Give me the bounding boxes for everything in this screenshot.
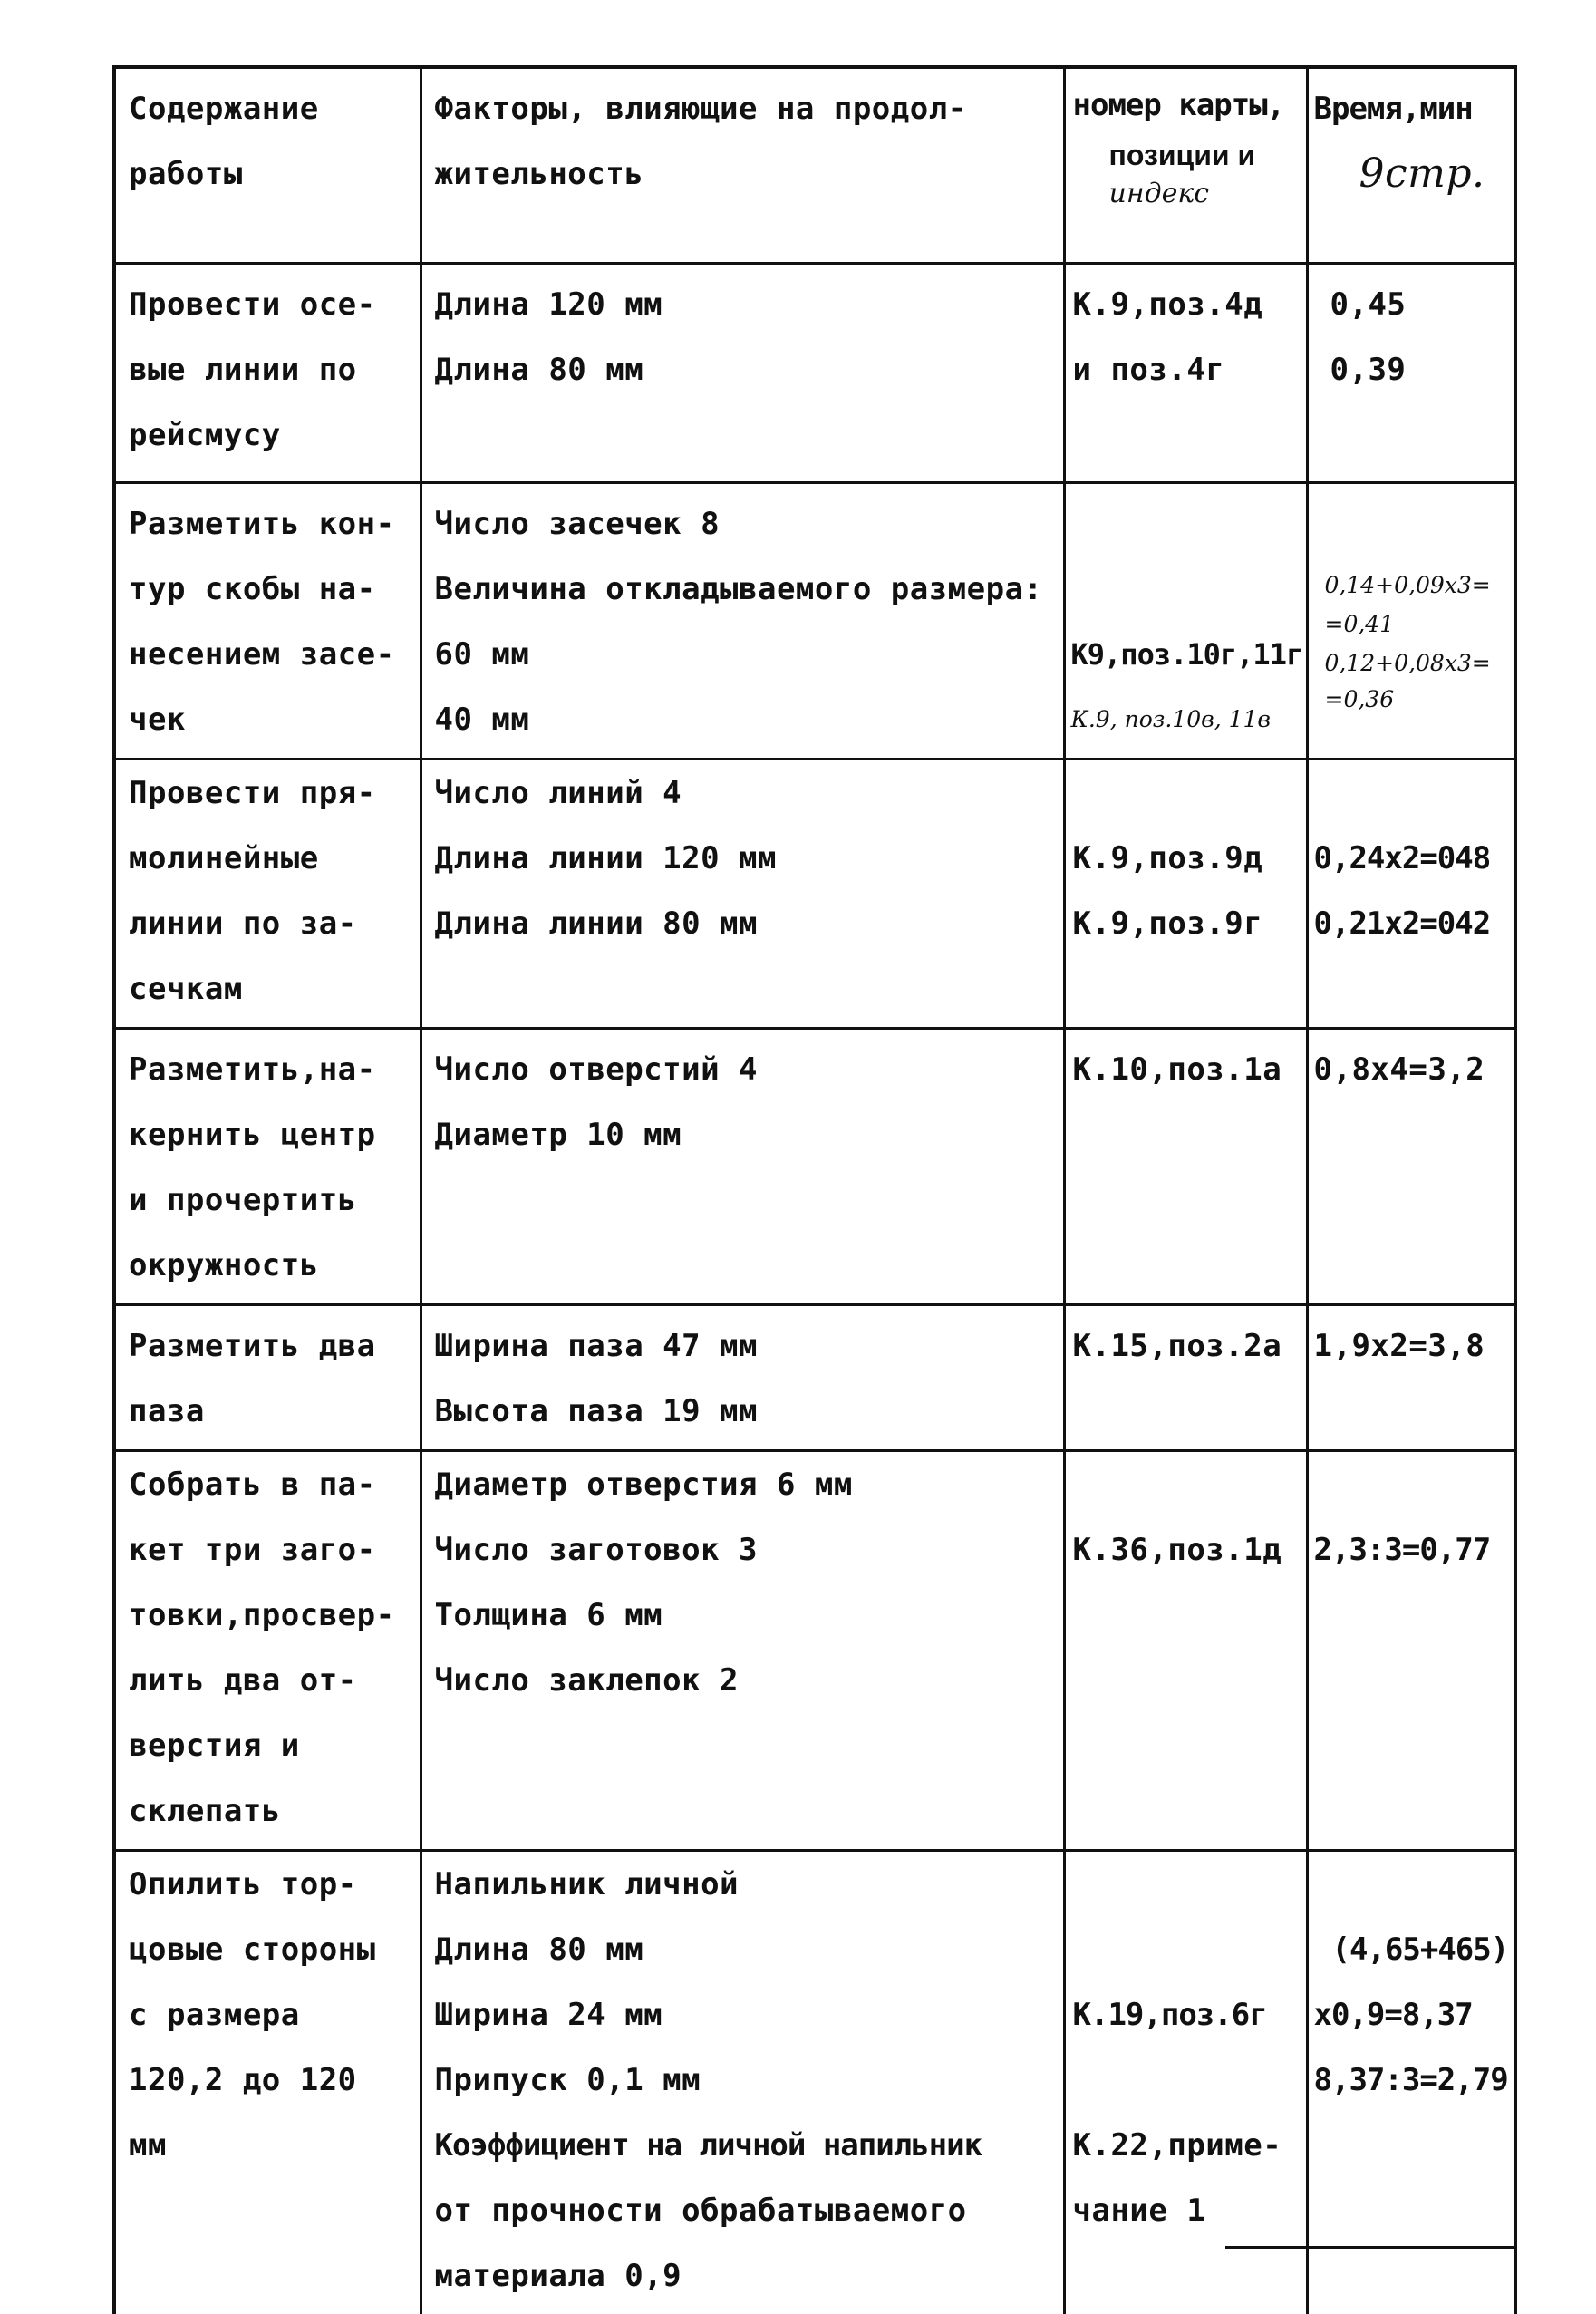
work-text: паза bbox=[129, 1392, 205, 1429]
work-text: линии по за- bbox=[129, 905, 357, 942]
time-text: (4,65+465) bbox=[1331, 1931, 1509, 1968]
header-handwritten-text: индекс bbox=[1108, 178, 1210, 209]
factor-text: Величина откладываемого размера: bbox=[434, 570, 1043, 607]
time-handwritten-text: =0,36 bbox=[1324, 685, 1395, 712]
work-text: молинейные bbox=[129, 839, 319, 876]
card-text: К.9,поз.9г bbox=[1072, 905, 1263, 942]
factor-text: Диаметр отверстия 6 мм bbox=[434, 1466, 853, 1503]
factor-text: 40 мм bbox=[434, 701, 530, 738]
factor-text: Число заклепок 2 bbox=[434, 1661, 740, 1699]
work-text: Провести пря- bbox=[129, 774, 376, 811]
work-text: Провести осе- bbox=[129, 286, 376, 323]
factor-text: Число заготовок 3 bbox=[434, 1531, 758, 1568]
table-header-row bbox=[114, 67, 1515, 263]
card-text bbox=[1071, 491, 1297, 557]
work-text: Разметить кон- bbox=[129, 505, 395, 542]
card-text bbox=[1071, 557, 1297, 622]
factor-text: Число отверстий 4 bbox=[434, 1050, 758, 1088]
card-handwritten-text: К.9, поз.10в, 11в bbox=[1070, 705, 1271, 732]
time-text: 0,21х2=042 bbox=[1313, 905, 1491, 942]
header-text: жительность bbox=[434, 156, 644, 192]
card-text: К9,поз.10г,11г bbox=[1070, 636, 1303, 672]
time-handwritten-text: 0,12+0,08х3= bbox=[1324, 649, 1491, 676]
work-text: с размера bbox=[129, 1996, 300, 2033]
card-text: К.10,поз.1а bbox=[1072, 1050, 1282, 1088]
work-text: вые линии по bbox=[129, 351, 357, 388]
work-text: склепать bbox=[129, 1792, 281, 1829]
work-text: и прочертить bbox=[129, 1181, 357, 1218]
time-text: 1,9х2=3,8 bbox=[1313, 1327, 1485, 1364]
work-text: лить два от- bbox=[129, 1661, 357, 1699]
factor-text: Число линий 4 bbox=[434, 774, 682, 811]
work-text: товки,просвер- bbox=[129, 1596, 395, 1633]
work-text: Опилить тор- bbox=[129, 1865, 357, 1903]
norms-table bbox=[112, 65, 1517, 2314]
factor-text: материала 0,9 bbox=[434, 2257, 682, 2294]
card-text bbox=[1073, 1917, 1297, 1982]
work-text: цовые стороны bbox=[129, 1931, 376, 1968]
header-card bbox=[1064, 67, 1307, 263]
time-text: 2,3:3=0,77 bbox=[1313, 1531, 1491, 1568]
card-text: К.9,поз.9д bbox=[1072, 839, 1263, 876]
work-text: сечкам bbox=[129, 970, 243, 1007]
header-time bbox=[1307, 67, 1515, 263]
header-text: Факторы, влияющие на продол- bbox=[434, 91, 967, 127]
header-handwritten-page: 9стр. bbox=[1359, 150, 1485, 197]
header-work bbox=[114, 67, 421, 263]
header-text: работы bbox=[129, 156, 243, 192]
card-text: К.15,поз.2а bbox=[1072, 1327, 1282, 1364]
factor-text: Припуск 0,1 мм bbox=[434, 2061, 701, 2098]
time-text: 0,24х2=048 bbox=[1313, 839, 1491, 876]
time-text bbox=[1314, 1452, 1505, 1517]
table-row bbox=[114, 1450, 1515, 1850]
header-text: позиции и bbox=[1108, 139, 1256, 171]
bottom-rule bbox=[1225, 2246, 1515, 2249]
factor-text: Высота паза 19 мм bbox=[434, 1392, 758, 1429]
time-text: 0,8х4=3,2 bbox=[1313, 1050, 1485, 1088]
work-text: тур скобы на- bbox=[129, 570, 376, 607]
time-handwritten-text: =0,41 bbox=[1324, 610, 1395, 637]
factor-text: Толщина 6 мм bbox=[434, 1596, 663, 1633]
table-row bbox=[114, 759, 1515, 1028]
factor-text: от прочности обрабатываемого bbox=[434, 2192, 967, 2229]
card-text: К.36,поз.1д bbox=[1072, 1531, 1282, 1568]
factor-text: Длина 120 мм bbox=[434, 286, 663, 323]
factor-text: Длина линии 80 мм bbox=[434, 905, 758, 942]
work-text: Разметить два bbox=[129, 1327, 376, 1364]
card-text: и поз.4г bbox=[1072, 351, 1225, 388]
factor-text: Коэффициент на личной напильник bbox=[434, 2126, 982, 2164]
card-text bbox=[1073, 1852, 1297, 1917]
time-text bbox=[1314, 760, 1505, 826]
card-text: К.19,поз.6г bbox=[1072, 1996, 1267, 2033]
factor-text: Длина 80 мм bbox=[434, 351, 644, 388]
factor-text: Длина 80 мм bbox=[434, 1931, 644, 1968]
header-text: номер карты, bbox=[1072, 87, 1285, 123]
work-text: рейсмусу bbox=[129, 416, 281, 453]
header-text: Время,мин bbox=[1313, 91, 1473, 127]
time-text: 8,37:3=2,79 bbox=[1313, 2061, 1508, 2098]
factor-text: Ширина 24 мм bbox=[434, 1996, 663, 2033]
time-handwritten-text: 0,14+0,09х3= bbox=[1324, 571, 1491, 598]
work-text: чек bbox=[129, 701, 186, 738]
work-text: окружность bbox=[129, 1246, 319, 1283]
header-factors bbox=[421, 67, 1064, 263]
table-row bbox=[114, 1028, 1515, 1304]
work-text: кернить центр bbox=[129, 1116, 376, 1153]
work-text: Собрать в па- bbox=[129, 1466, 376, 1503]
factor-text: Длина линии 120 мм bbox=[434, 839, 777, 876]
work-text: кет три заго- bbox=[129, 1531, 376, 1568]
table-row bbox=[114, 263, 1515, 482]
factor-text: Диаметр 10 мм bbox=[434, 1116, 682, 1153]
time-text: х0,9=8,37 bbox=[1313, 1996, 1473, 2033]
header-text: Содержание bbox=[129, 91, 319, 127]
card-text: К.9,поз.4д bbox=[1072, 286, 1263, 323]
work-text: мм bbox=[129, 2126, 167, 2164]
time-text: 0,45 bbox=[1330, 286, 1407, 323]
card-text bbox=[1073, 2048, 1297, 2113]
factor-text: Число засечек 8 bbox=[434, 505, 721, 542]
card-text bbox=[1073, 1452, 1297, 1517]
work-text: 120,2 до 120 bbox=[129, 2061, 357, 2098]
table-row bbox=[114, 1304, 1515, 1450]
work-text: несением засе- bbox=[129, 635, 395, 673]
time-text bbox=[1314, 1852, 1505, 1917]
factor-text: Ширина паза 47 мм bbox=[434, 1327, 758, 1364]
card-text: чание 1 bbox=[1072, 2192, 1206, 2229]
table-row bbox=[114, 1850, 1515, 2314]
work-text: Разметить,на- bbox=[129, 1050, 376, 1088]
table-row bbox=[114, 482, 1515, 759]
work-text: верстия и bbox=[129, 1727, 300, 1764]
card-text: К.22,приме- bbox=[1072, 2126, 1282, 2164]
factor-text: Напильник личной bbox=[434, 1865, 740, 1903]
card-text bbox=[1073, 760, 1297, 826]
time-text: 0,39 bbox=[1330, 351, 1407, 388]
factor-text: 60 мм bbox=[434, 635, 530, 673]
